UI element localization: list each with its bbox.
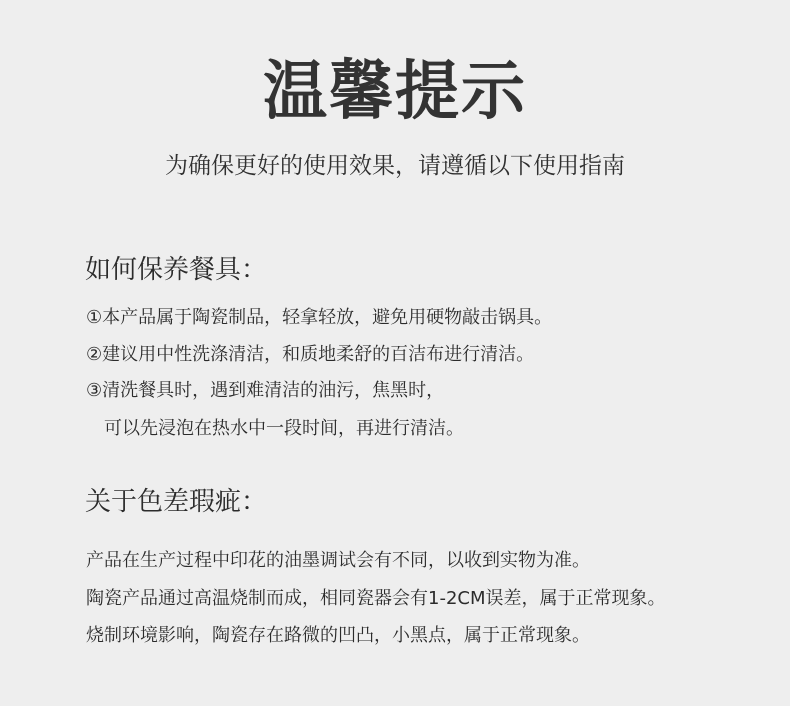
defect-line-2: 陶瓷产品通过高温烧制而成，相同瓷器会有1-2CM误差，属于正常现象。	[86, 588, 666, 609]
care-line-4: 可以先浸泡在热水中一段时间，再进行清洁。	[104, 418, 464, 439]
defect-section-heading: 关于色差瑕疵：	[85, 487, 268, 517]
care-line-1: ①本产品属于陶瓷制品，轻拿轻放，避免用硬物敲击锅具。	[86, 307, 553, 328]
page-subtitle: 为确保更好的使用效果，请遵循以下使用指南	[165, 153, 625, 179]
defect-line-3: 烧制环境影响，陶瓷存在路微的凹凸，小黑点，属于正常现象。	[86, 625, 590, 646]
care-section-heading: 如何保养餐具：	[85, 255, 268, 285]
defect-line-1: 产品在生产过程中印花的油墨调试会有不同，以收到实物为准。	[86, 550, 590, 571]
care-line-2: ②建议用中性洗涤清洁，和质地柔舒的百洁布进行清洁。	[86, 344, 535, 365]
care-line-3: ③清洗餐具时，遇到难清洁的油污，焦黑时，	[86, 380, 445, 401]
page-title: 温馨提示	[263, 55, 527, 129]
